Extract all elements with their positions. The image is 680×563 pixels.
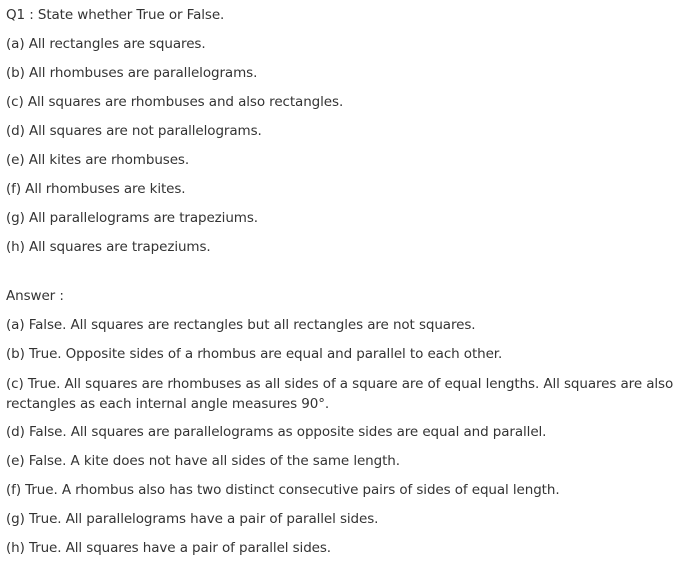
answer-item-a: (a) False. All squares are rectangles but all rectangles are not squares. (6, 317, 476, 333)
question-item-f: (f) All rhombuses are kites. (6, 181, 186, 197)
question-item-g: (g) All parallelograms are trapeziums. (6, 210, 258, 226)
question-title: Q1 : State whether True or False. (6, 7, 225, 23)
question-item-d: (d) All squares are not parallelograms. (6, 123, 262, 139)
question-item-h: (h) All squares are trapeziums. (6, 239, 211, 255)
question-item-a: (a) All rectangles are squares. (6, 36, 206, 52)
answer-item-c: (c) True. All squares are rhombuses as all sides of a square are of equal lengths. All squares are also rectangles as each internal angle measures 90°. (6, 376, 674, 412)
answer-item-e: (e) False. A kite does not have all sides of the same length. (6, 453, 400, 469)
answer-item-d: (d) False. All squares are parallelograms as opposite sides are equal and parallel. (6, 424, 547, 440)
question-item-c: (c) All squares are rhombuses and also rectangles. (6, 94, 344, 110)
question-item-e: (e) All kites are rhombuses. (6, 152, 190, 168)
section-spacer (6, 267, 674, 287)
answer-item-h: (h) True. All squares have a pair of parallel sides. (6, 540, 331, 556)
question-item-b: (b) All rhombuses are parallelograms. (6, 65, 258, 81)
answer-item-b: (b) True. Opposite sides of a rhombus are equal and parallel to each other. (6, 346, 503, 362)
answer-item-g: (g) True. All parallelograms have a pair of parallel sides. (6, 511, 379, 527)
answer-title: Answer : (6, 288, 64, 304)
answer-item-f: (f) True. A rhombus also has two distinct consecutive pairs of sides of equal length. (6, 482, 560, 498)
